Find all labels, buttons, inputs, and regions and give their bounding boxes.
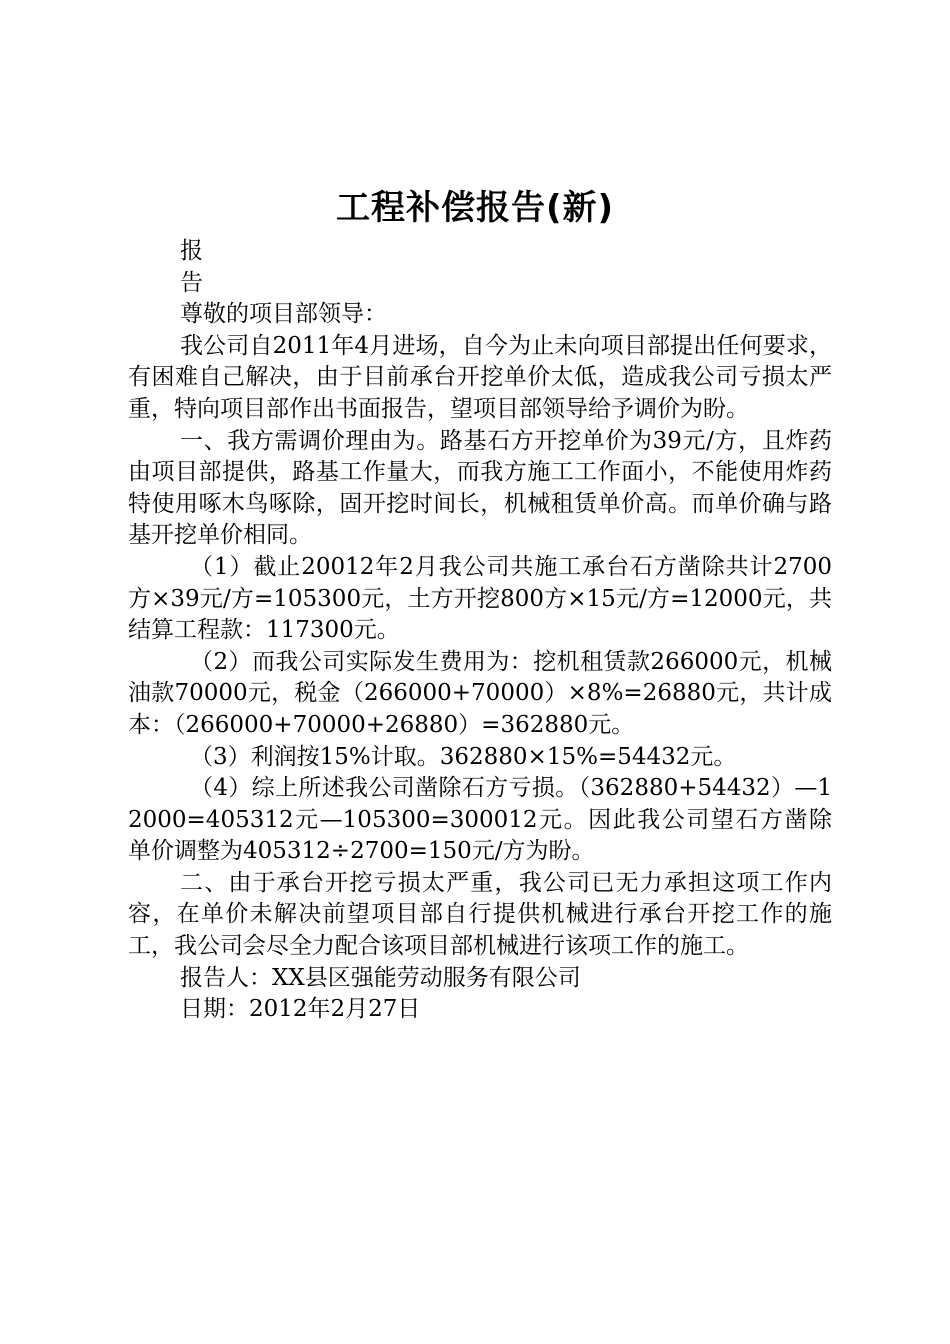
paragraph-second: 二、由于承台开挖亏损太严重，我公司已无力承担这项工作内容，在单价未解决前望项目部自行提供机械进行承台开挖工作的施工，我公司会尽全力配合该项目部机械进行该项工作的施工。 [128,869,832,960]
paragraph-item-4: （4）综上所述我公司凿除石方亏损。（362880+54432）—12000=405312元—105300=300012元。因此我公司望石方凿除单价调整为405312÷2700=150元/方为盼。 [128,775,832,865]
paragraph-item-3: （3）利润按15%计取。362880×15%=54432元。 [190,743,737,770]
document-body [128,236,832,1026]
date-line: 日期：2012年2月27日 [180,996,421,1023]
paragraph-intro: 我公司自2011年4月进场，自今为止未向项目部提出任何要求，有困难自己解决，由于目前承台开挖单价太低，造成我公司亏损太严重，特向项目部作出书面报告，望项目部领导给予调价为盼。 [128,332,832,422]
document-title: 工程补偿报告(新) [335,188,615,228]
paragraph-reason: 一、我方需调价理由为。路基石方开挖单价为39元/方，且炸药由项目部提供，路基工作量大，而我方施工工作面小，不能使用炸药特使用啄木鸟啄除，固开挖时间长，机械租赁单价高。而单价确与路基开挖单价相同。 [128,427,832,549]
heading-char-1: 报 [180,238,203,264]
salutation: 尊敬的项目部领导： [180,301,387,328]
reporter-line: 报告人：XX县区强能劳动服务有限公司 [180,964,581,991]
heading-char-2: 告 [180,269,203,296]
paragraph-item-2: （2）而我公司实际发生费用为：挖机租赁款266000元，机械油款70000元，税金（266000+70000）×8%=26880元，共计成本：（266000+70000+26880）=362880元。 [128,648,832,738]
paragraph-item-1: （1）截止20012年2月我公司共施工承台石方凿除共计2700方×39元/方=105300元，土方开挖800方×15元/方=12000元，共结算工程款：117300元。 [128,553,832,644]
